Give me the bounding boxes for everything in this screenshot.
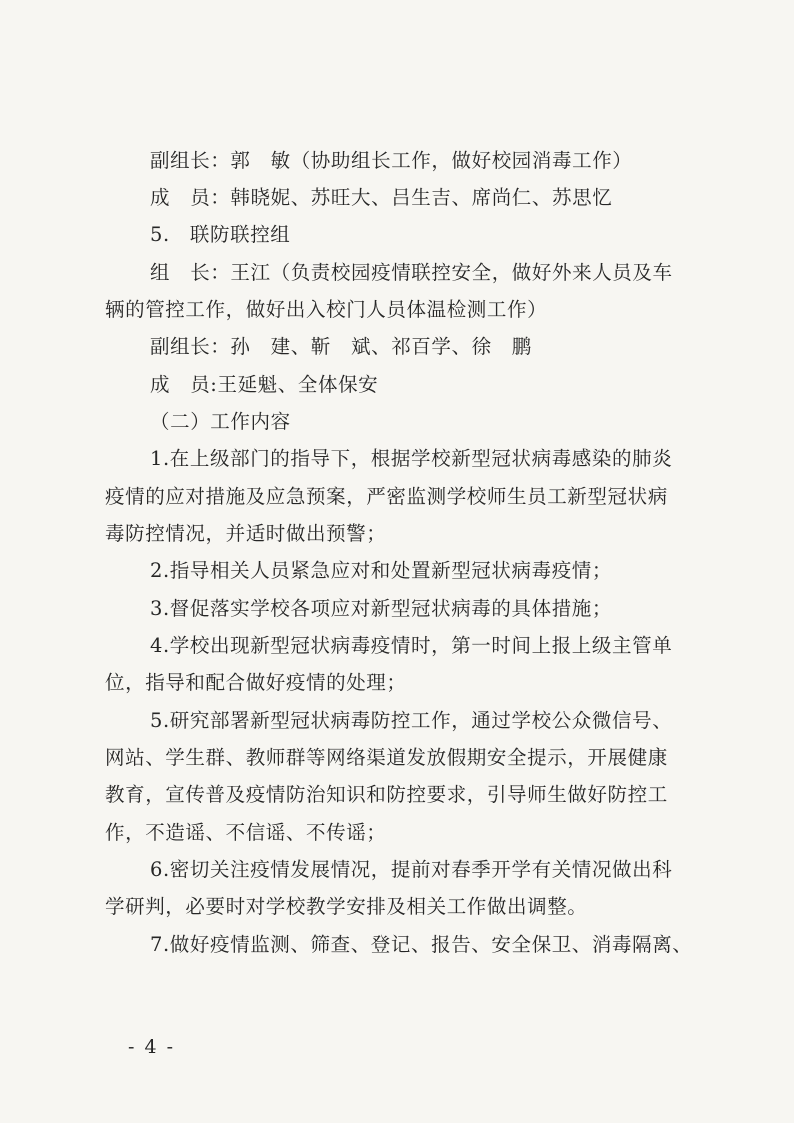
paragraph-1-line-2: 疫情的应对措施及应急预案，严密监测学校师生员工新型冠状病 <box>105 485 668 508</box>
paragraph-4-line-1: 4.学校出现新型冠状病毒疫情时，第一时间上报上级主管单 <box>150 634 673 657</box>
page-number: - 4 - <box>128 1036 176 1058</box>
text-line-leader-wangjiang-cont: 辆的管控工作，做好出入校门人员体温检测工作） <box>105 298 548 321</box>
paragraph-1-line-3: 毒防控情况，并适时做出预警； <box>105 522 387 545</box>
paragraph-2: 2.指导相关人员紧急应对和处置新型冠状病毒疫情； <box>150 559 613 582</box>
text-line-vice-leader-guo: 副组长：郭 敏（协助组长工作，做好校园消毒工作） <box>150 149 633 172</box>
text-line-members-joint: 成 员:王延魁、全体保安 <box>150 373 379 396</box>
section-heading-joint-control: 5. 联防联控组 <box>150 223 291 246</box>
section-heading-work-content: （二）工作内容 <box>150 410 291 433</box>
text-line-leader-wangjiang: 组 长：王江（负责校园疫情联控安全，做好外来人员及车 <box>150 261 673 284</box>
paragraph-4-line-2: 位，指导和配合做好疫情的处理； <box>105 671 407 694</box>
paragraph-5-line-2: 网站、学生群、教师群等网络渠道发放假期安全提示，开展健康 <box>105 746 668 769</box>
paragraph-6-line-2: 学研判，必要时对学校教学安排及相关工作做出调整。 <box>105 895 588 918</box>
paragraph-6-line-1: 6.密切关注疫情发展情况，提前对春季开学有关情况做出科 <box>150 858 673 881</box>
paragraph-7-line-1: 7.做好疫情监测、筛查、登记、报告、安全保卫、消毒隔离、 <box>150 933 693 956</box>
paragraph-3: 3.督促落实学校各项应对新型冠状病毒的具体措施； <box>150 597 613 620</box>
text-line-vice-leaders-joint: 副组长：孙 建、靳 斌、祁百学、徐 鹏 <box>150 335 532 358</box>
text-line-members-disinfection: 成 员：韩晓妮、苏旺大、吕生吉、席尚仁、苏思忆 <box>150 186 613 209</box>
paragraph-5-line-3: 教育，宣传普及疫情防治知识和防控要求，引导师生做好防控工 <box>105 783 668 806</box>
paragraph-1-line-1: 1.在上级部门的指导下，根据学校新型冠状病毒感染的肺炎 <box>150 447 673 470</box>
paragraph-5-line-4: 作，不造谣、不信谣、不传谣； <box>105 821 387 844</box>
paragraph-5-line-1: 5.研究部署新型冠状病毒防控工作，通过学校公众微信号、 <box>150 709 673 732</box>
